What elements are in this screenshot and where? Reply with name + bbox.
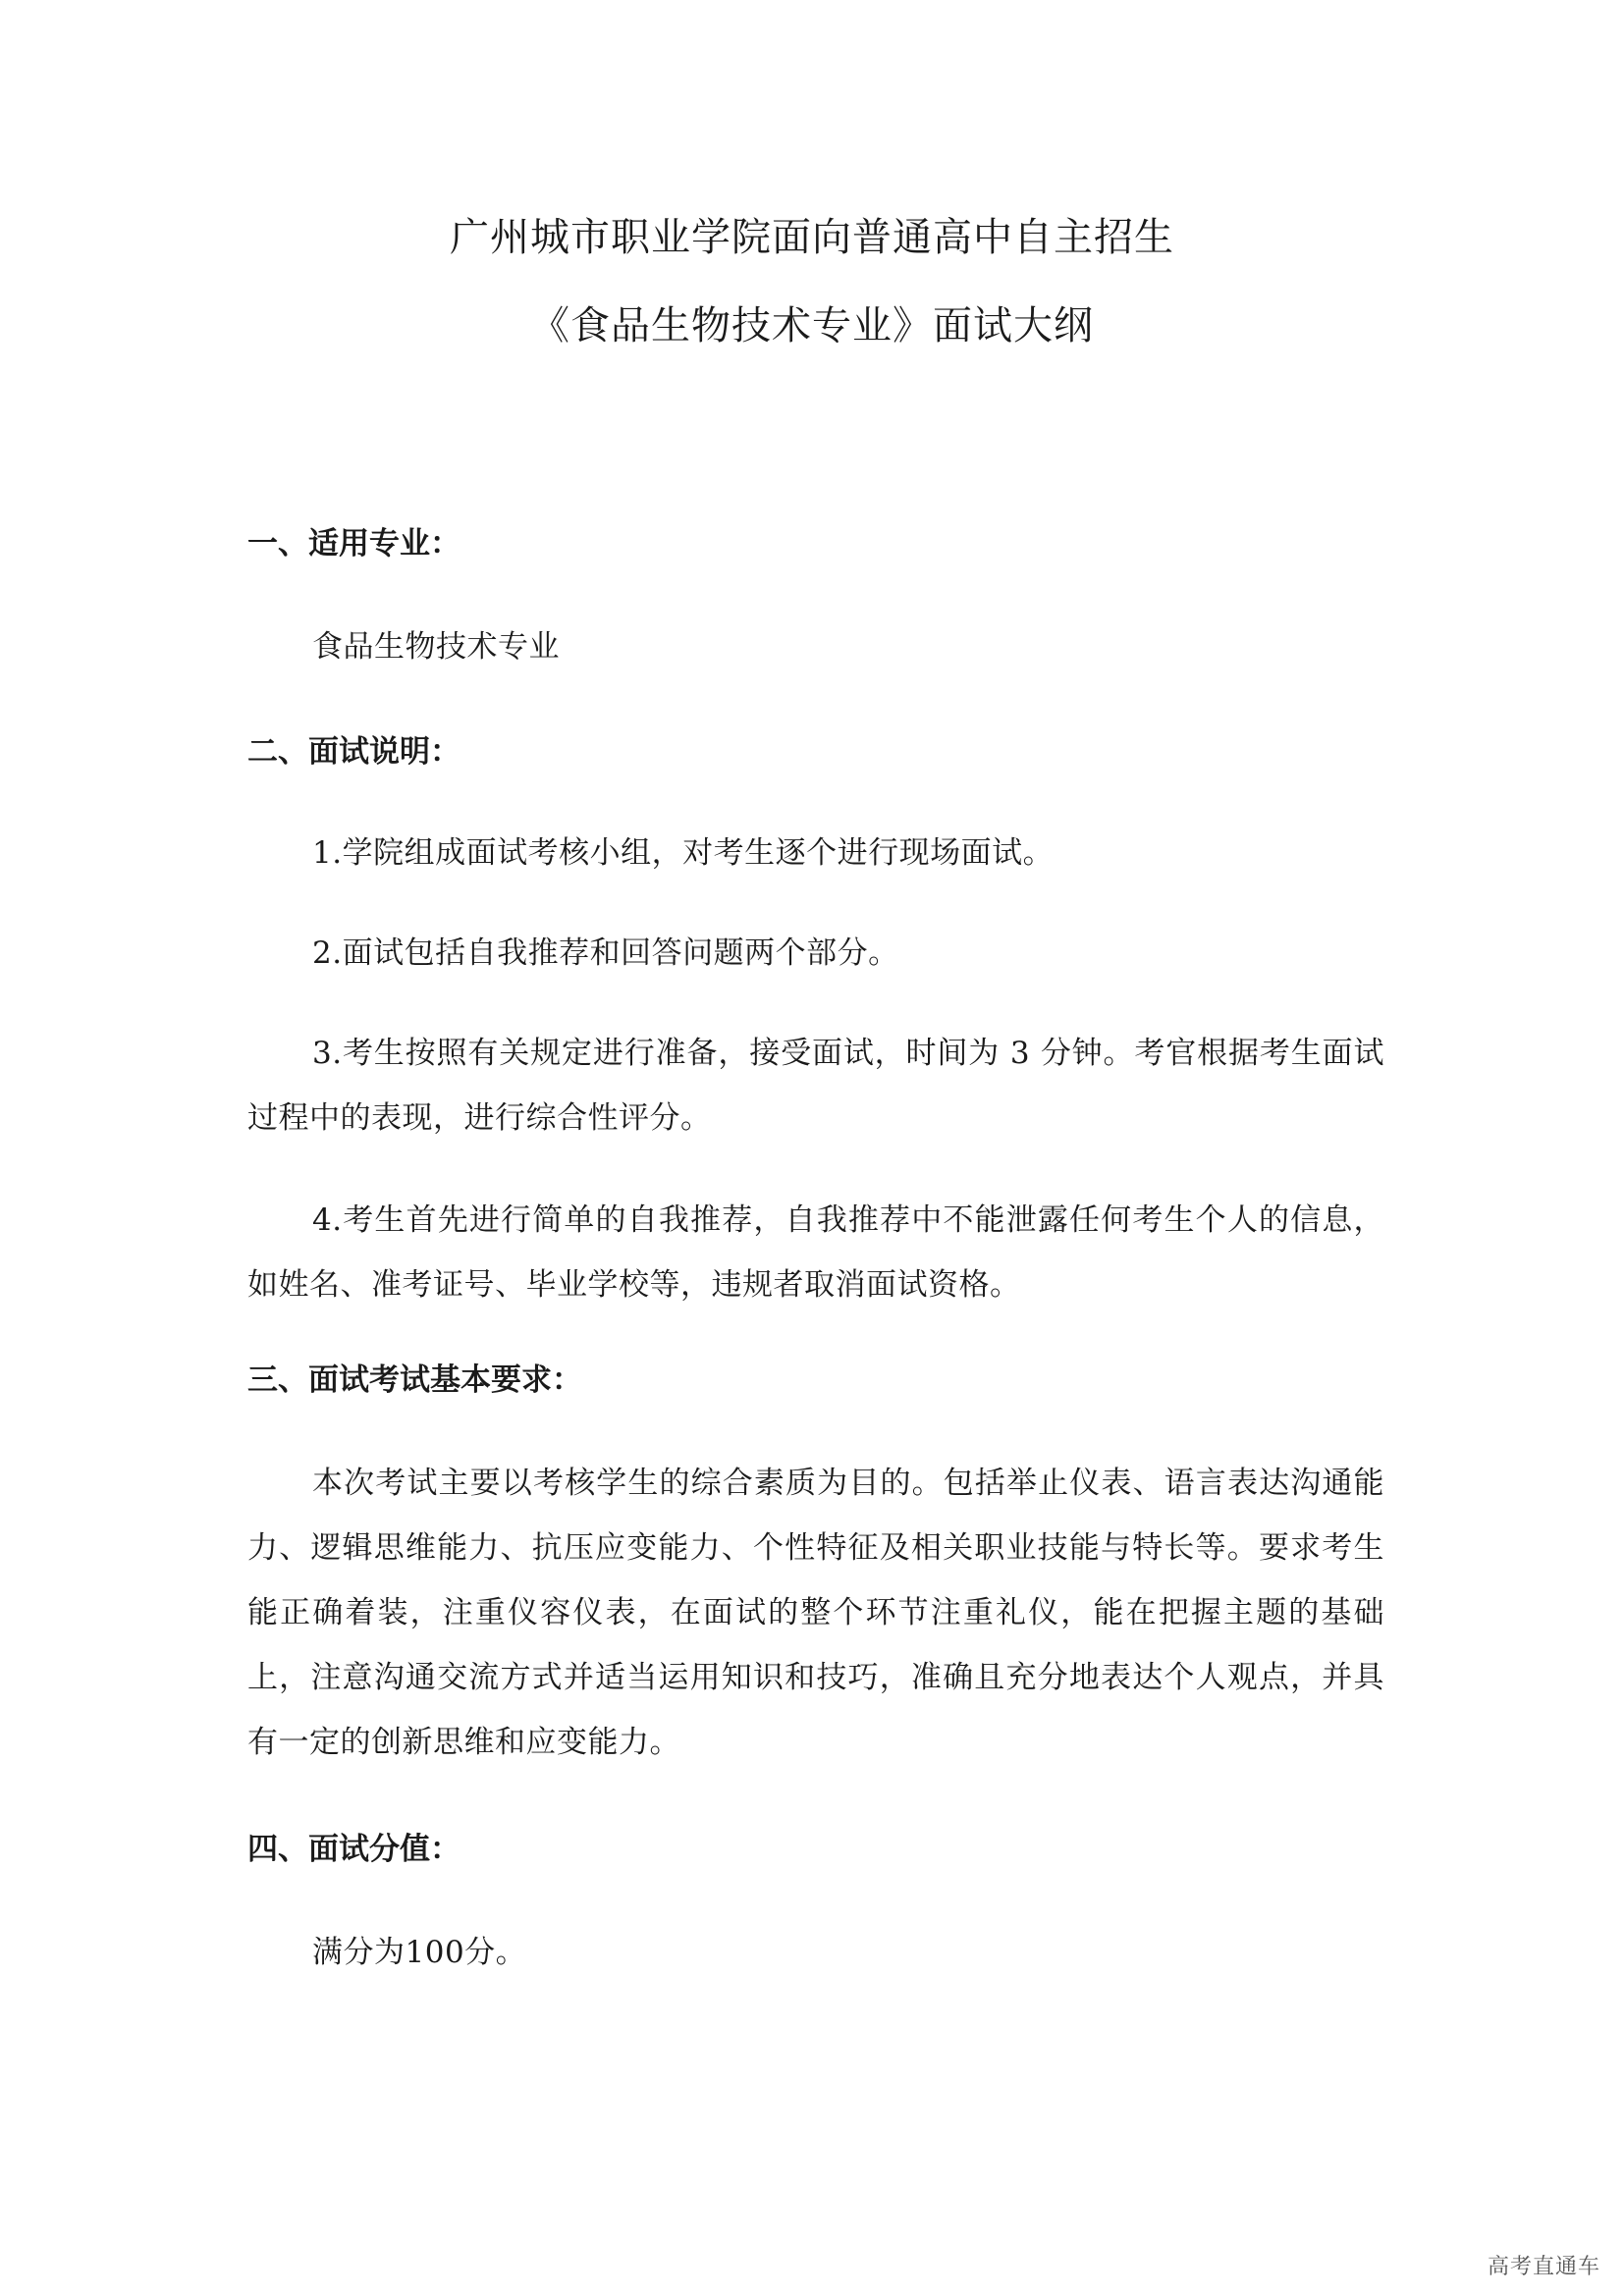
score-text: 满分为100分。 [312, 1935, 527, 1970]
section-heading-score: 四、面试分值： [247, 1832, 460, 1867]
applicable-major-text: 食品生物技术专业 [312, 629, 560, 665]
interview-note-item: 1.学院组成面试考核小组，对考生逐个进行现场面试。 [312, 835, 1055, 871]
interview-note-item: 4.考生首先进行简单的自我推荐，自我推荐中不能泄露任何考生个人的信息，如姓名、准考证号、毕业学校等，违规者取消面试资格。 [247, 1202, 1384, 1303]
interview-note-item: 3.考生按照有关规定进行准备，接受面试，时间为 3 分钟。考官根据考生面试过程中的表现，进行综合性评分。 [247, 1036, 1384, 1136]
interview-note-item: 2.面试包括自我推荐和回答问题两个部分。 [312, 935, 899, 971]
document-title-line1: 广州城市职业学院面向普通高中自主招生 [450, 215, 1174, 260]
section-heading-basic-requirements: 三、面试考试基本要求： [247, 1362, 582, 1398]
basic-requirements-text: 本次考试主要以考核学生的综合素质为目的。包括举止仪表、语言表达沟通能力、逻辑思维能力、抗压应变能力、个性特征及相关职业技能与特长等。要求考生能正确着装，注重仪容仪表，在面试的整个环节注重礼仪，能在把握主题的基础上，注意沟通交流方式并适当运用知识和技巧，准确且充分地表达个人观点，并具有一定的创新思维和应变能力。 [247, 1466, 1384, 1760]
section-heading-applicable-major: 一、适用专业： [247, 526, 460, 561]
document-title-line2: 《食品生物技术专业》面试大纲 [530, 303, 1094, 348]
watermark: 高考直通车 [1487, 2255, 1600, 2279]
section-heading-interview-notes: 二、面试说明： [247, 734, 460, 770]
